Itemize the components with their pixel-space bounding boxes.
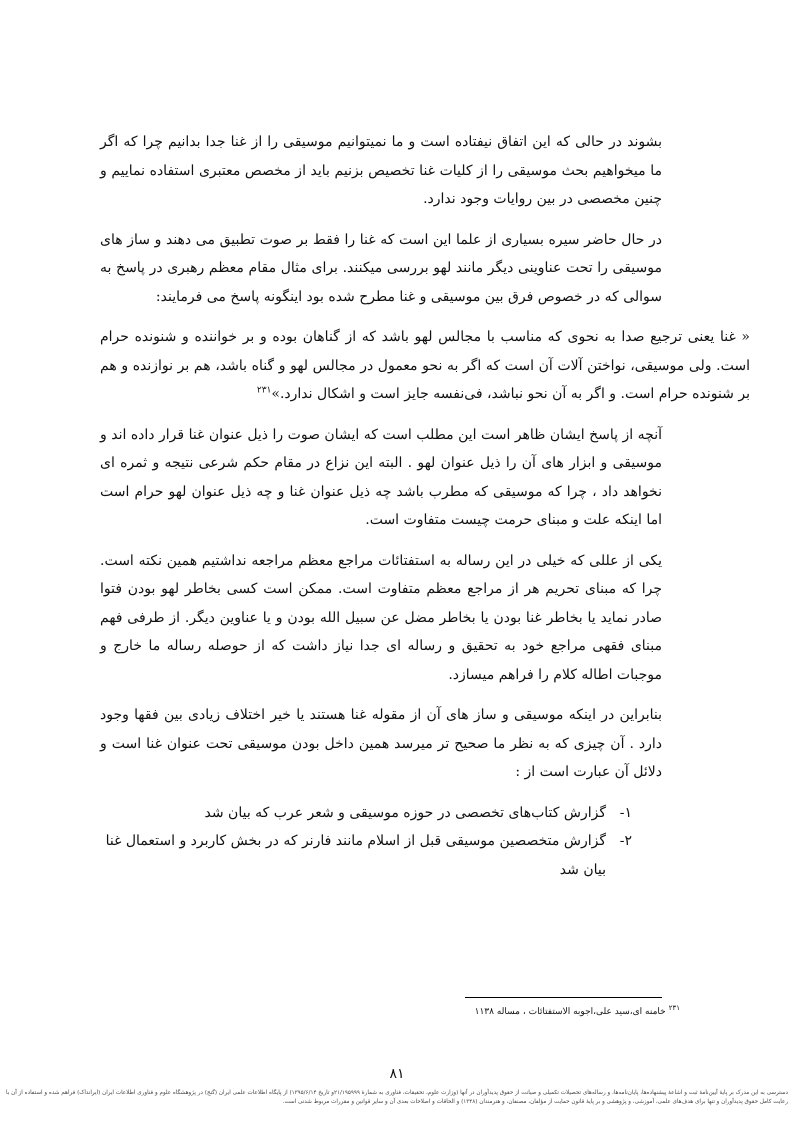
paragraph: در حال حاضر سیره بسیاری از علما این است که غنا را فقط بر صوت تطبیق می دهند و ساز های موسیقی را تحت عناوینی دیگر مانند لهو بررسی میکنند. برای مثال مقام معظم رهبری در پاسخ به سوالی که در خصوص فرق بین موسیقی و غنا مطرح شده بود اینگونه پاسخ می فرمایند: [100,231,662,305]
quote-paragraph [100,323,750,409]
footnote-reference[interactable]: ۲۳۱ [256,385,272,396]
reasons-list [100,799,662,885]
footnote-number: ۲۳۱ [668,1004,680,1012]
footnote [100,1005,680,1019]
list-text: گزارش کتاب‌های تخصصی در حوزه موسیقی و شعر عرب که بیان شد [204,804,606,821]
page-number: ۸۱ [389,1066,405,1082]
paragraph: بشوند در حالی که این اتفاق نیفتاده است و ما نمیتوانیم موسیقی را از غنا جدا بدانیم چرا که اگر ما میخواهیم بحث موسیقی را از کلیات غنا تخصیص بزنیم باید از مخصص معتبری استفاده نماییم و چنین مخصصی در بین روایات وجود ندارد. [100,134,662,207]
list-item [100,799,632,828]
quote-text: « غنا یعنی ترجیع صدا به نحوی که مناسب با مجالس لهو باشد که از گناهان بوده و بر خواننده و شنونده حرام است. ولی موسیقی، نواختن آلات آن است که اگر به نحو معمول در مجالس لهو و گناه باشد، هم بر نوازنده و هم بر شنونده حرام است. و اگر به آن نحو نباشد، فی‌نفسه جایز است و اشکال ندارد.» [100,329,750,402]
legal-notice: دسترسی به این مدرک بر پایهٔ آیین‌نامهٔ ثبت و اشاعهٔ پیشنهاده‌ها، پایان‌نامه‌ها، و رساله‌های تحصیلات تکمیلی و صیانت از حقوق پدیدآوران در آنها (وزارت علوم، تحقیقات، فناوری به شمارهٔ ۲۱/۱۹۵۹۹۹و تاریخ ۱۳۹۵/۶/۱۴) از پایگاه اطلاعات علمی ایران (گنج) در پژوهشگاه علوم و فناوری اطلاعات ایران (ایرانداک) فراهم شده و استفاده از آن با رعایت کامل حقوق پدیدآوران و تنها برای هدف‌های علمی، آموزشی، و پژوهشی و بر پایهٔ قانون حمایت از مؤلفان، مصنفان، و هنرمندان (۱۳۴۸) و الحاقات و اصلاحات بعدی آن و سایر قوانین و مقررات مربوط شدنی است. [6,1090,788,1105]
list-item [100,827,632,884]
paragraph: آنچه از پاسخ ایشان ظاهر است این مطلب است که ایشان صوت را ذیل عنوان غنا قرار داده اند و موسیقی و ابزار های آن را ذیل عنوان لهو . البته این نزاع در مقام حکم شرعی نتیجه و ثمره ای نخواهد داد ، چرا که موسیقی که مطرب باشد چه ذیل عنوان غنا و چه ذیل عنوان لهو حرام است اما اینکه علت و مبنای حرمت چیست متفاوت است. [100,426,662,528]
paragraph: یکی از عللی که خیلی در این رساله به استفتائات مراجع معظم مراجعه نداشتیم همین نکته است. چرا که مبنای تحریم هر از مراجع معظم متفاوت است. ممکن است کسی بخاطر لهو بودن فتوا صادر نماید یا بخاطر غنا بودن یا بخاطر مضل عن سبیل الله بودن و یا عناوین دیگر. از طرفی فهم مبنای فقهی مراجع خود به تحقیق و رساله ای جدا نیاز داشت که از حوصله رساله ما خارج و موجبات اطاله کلام را فراهم میسازد. [100,552,662,683]
list-text: گزارش متخصصین موسیقی قبل از اسلام مانند فارنر که در بخش کاربرد و استعمال غنا بیان شد [105,833,606,878]
footnote-text: خامنه ای،سید علی،اجوبه الاستفتائات ، مساله ۱۱۳۸ [474,1007,666,1017]
list-number: ۱- [619,804,632,821]
paragraph: بنابراین در اینکه موسیقی و ساز های آن از مقوله غنا هستند یا خیر اختلاف زیادی بین فقها وجود دارد . آن چیزی که به نظر ما صحیح تر میرسد همین داخل بودن موسیقی تحت عنوان غنا است و دلائل آن عبارت است از : [100,707,662,780]
footnote-divider [465,997,662,998]
body-text [100,128,750,884]
list-number: ۲- [619,833,632,849]
